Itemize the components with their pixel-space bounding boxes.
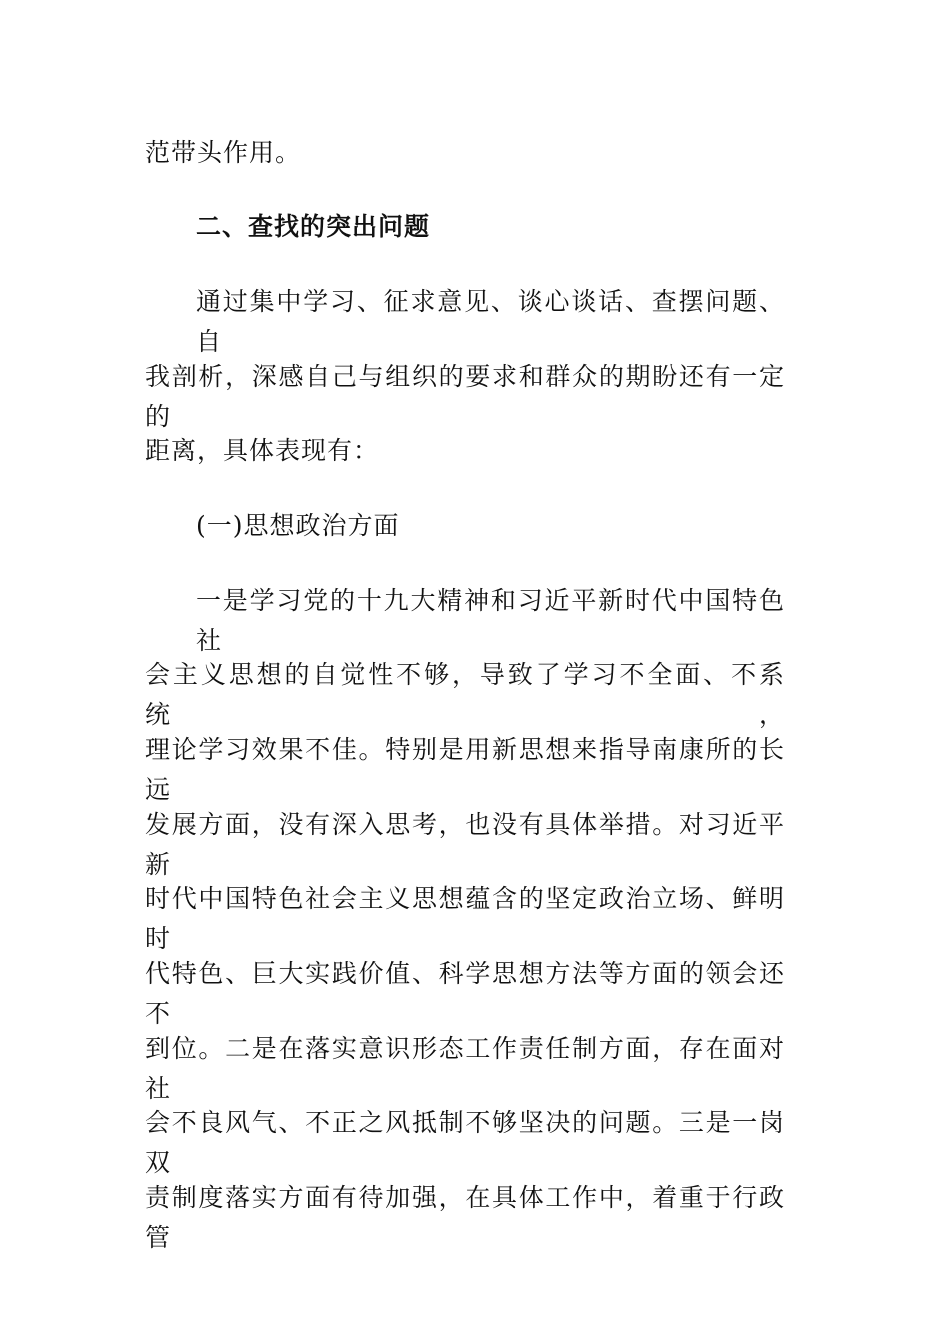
paragraph-line: 一是学习党的十九大精神和习近平新时代中国特色社 — [196, 586, 785, 655]
paragraph-line: 距离，具体表现有： — [145, 436, 380, 465]
paragraph-line: 会不良风气、不正之风抵制不够坚决的问题。三是一岗双 — [145, 1108, 785, 1177]
section-heading: 二、查找的突出问题 — [196, 212, 431, 241]
paragraph-line: 范带头作用。 — [145, 138, 302, 167]
paragraph-line: 我剖析，深感自己与组织的要求和群众的期盼还有一定的 — [145, 362, 785, 431]
paragraph-line: 责制度落实方面有待加强，在具体工作中，着重于行政管 — [145, 1183, 785, 1252]
subsection-heading: (一)思想政治方面 — [196, 511, 400, 540]
paragraph-line: 到位。二是在落实意识形态工作责任制方面，存在面对社 — [145, 1034, 785, 1103]
paragraph-line: 通过集中学习、征求意见、谈心谈话、查摆问题、自 — [196, 287, 785, 356]
paragraph-line: 时代中国特色社会主义思想蕴含的坚定政治立场、鲜明时 — [145, 884, 785, 953]
paragraph-line: 理论学习效果不佳。特别是用新思想来指导南康所的长远 — [145, 735, 785, 804]
paragraph-line: 代特色、巨大实践价值、科学思想方法等方面的领会还不 — [145, 959, 785, 1028]
paragraph-line: 发展方面，没有深入思考，也没有具体举措。对习近平新 — [145, 810, 785, 879]
paragraph-line: 会主义思想的自觉性不够，导致了学习不全面、不系统， — [145, 660, 785, 729]
